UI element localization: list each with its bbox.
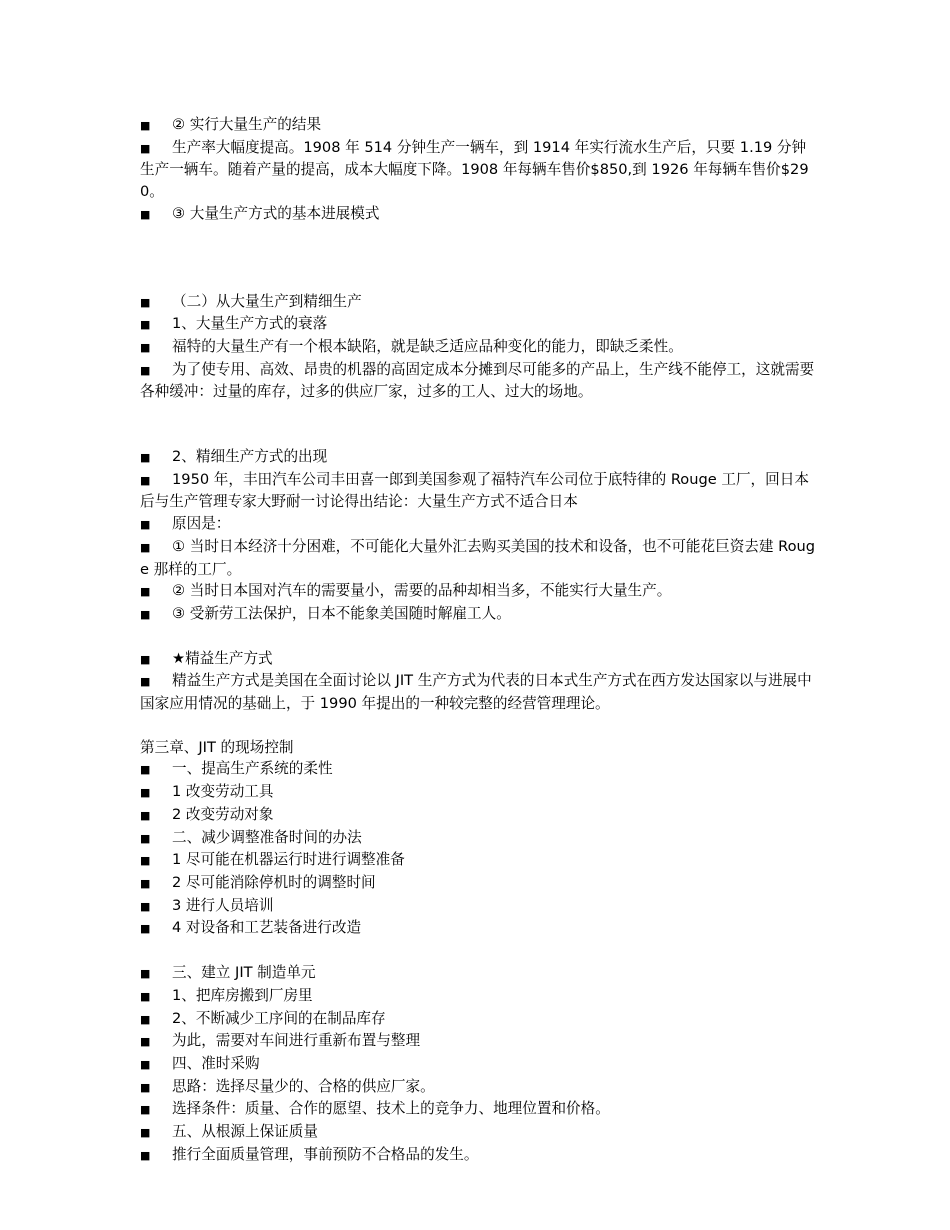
- spacer: [140, 269, 820, 291]
- list-item-text: 3 进行人员培训: [172, 896, 274, 914]
- list-item: [140, 203, 820, 226]
- square-bullet-icon: ■: [140, 119, 151, 132]
- list-item-text: 为了使专用、高效、昂贵的机器的高固定成本分摊到尽可能多的产品上，生产线不能停工，这就需要各种缓冲：过量的库存，过多的供应厂家，过多的工人、过大的场地。: [140, 360, 815, 401]
- square-bullet-icon: ■: [140, 451, 151, 465]
- list-item: [140, 336, 820, 359]
- square-bullet-icon: ■: [140, 340, 151, 354]
- chapter-heading: [140, 737, 820, 759]
- list-item-text: 1950 年，丰田汽车公司丰田喜一郎到美国参观了福特汽车公司位于底特律的 Rouge 工厂，回日本后与生产管理专家大野耐一讨论得出结论：大量生产方式不适合日本: [140, 470, 809, 511]
- square-bullet-icon: ■: [140, 295, 151, 309]
- list-item: [140, 781, 820, 804]
- list-item: [140, 1030, 820, 1053]
- spacer: [140, 940, 820, 962]
- list-item-text: 2 尽可能消除停机时的调整时间: [172, 873, 376, 891]
- list-item: [140, 895, 820, 918]
- list-item: [140, 291, 820, 314]
- list-item-text: 2、精细生产方式的出现: [172, 448, 328, 466]
- square-bullet-icon: ■: [140, 207, 151, 221]
- spacer: [140, 715, 820, 737]
- list-item: [140, 827, 820, 850]
- section-mass-to-lean: [140, 291, 820, 404]
- section-chapter-three: [140, 737, 820, 940]
- list-item: [140, 849, 820, 872]
- list-item-text: ③ 受新劳工法保护，日本不能象美国随时解雇工人。: [172, 604, 511, 622]
- list-item-text: 精益生产方式是美国在全面讨论以 JIT 生产方式为代表的日本式生产方式在西方发达国家以与进展中国家应用情况的基础上，于 1990 年提出的一种较完整的经营管理理论。: [140, 672, 812, 713]
- list-item: [140, 917, 820, 940]
- square-bullet-icon: ■: [140, 318, 151, 332]
- list-item-text: ★精益生产方式: [172, 649, 273, 667]
- list-item: [140, 1053, 820, 1076]
- list-item-text: 思路：选择尽量少的、合格的供应厂家。: [172, 1077, 435, 1095]
- list-item: [140, 580, 820, 603]
- list-item-text: ① 当时日本经济十分困难，不可能化大量外汇去购买美国的技术和设备，也不可能花巨资去建 Rouge 那样的工厂。: [140, 537, 816, 578]
- square-bullet-icon: ■: [140, 1035, 151, 1049]
- square-bullet-icon: ■: [140, 675, 151, 689]
- list-item-text: 4 对设备和工艺装备进行改造: [172, 919, 362, 937]
- list-item-text: 为此，需要对车间进行重新布置与整理: [172, 1032, 421, 1050]
- list-item-text: ② 实行大量生产的结果: [172, 116, 322, 133]
- square-bullet-icon: ■: [140, 899, 151, 913]
- square-bullet-icon: ■: [140, 831, 151, 845]
- list-item-text: 1、大量生产方式的衰落: [172, 315, 328, 333]
- list-item: [140, 804, 820, 827]
- square-bullet-icon: ■: [140, 876, 151, 890]
- spacer: [140, 626, 820, 648]
- list-item: [140, 758, 820, 781]
- list-item: [140, 313, 820, 336]
- list-item: [140, 872, 820, 895]
- list-item-text: 选择条件：质量、合作的愿望、技术上的竞争力、地理位置和价格。: [172, 1100, 610, 1118]
- list-item: [140, 137, 820, 203]
- square-bullet-icon: ■: [140, 763, 151, 777]
- list-item: [140, 670, 820, 714]
- list-item-text: 生产率大幅度提高。1908 年 514 分钟生产一辆车，到 1914 年实行流水生产后，只要 1.19 分钟生产一辆车。随着产量的提高，成本大幅度下降。1908 年每辆车售价$850,到 1926 年每辆车售价$290。: [140, 138, 809, 201]
- square-bullet-icon: ■: [140, 808, 151, 822]
- square-bullet-icon: ■: [140, 922, 151, 936]
- list-item: [140, 648, 820, 671]
- square-bullet-icon: ■: [140, 363, 151, 377]
- list-item-text: 福特的大量生产有一个根本缺陷，就是缺乏适应品种变化的能力，即缺乏柔性。: [172, 337, 683, 355]
- list-item-text: 四、准时采购: [172, 1054, 260, 1072]
- list-item: [140, 536, 820, 580]
- list-item: [140, 1144, 820, 1167]
- list-item: [140, 962, 820, 985]
- list-item-text: 二、减少调整准备时间的办法: [172, 828, 362, 846]
- section-jit-cell: [140, 962, 820, 1166]
- square-bullet-icon: ■: [140, 1103, 151, 1117]
- list-item: [140, 114, 820, 137]
- chapter-heading-text: 第三章、JIT 的现场控制: [140, 738, 294, 756]
- list-item: [140, 446, 820, 469]
- square-bullet-icon: ■: [140, 585, 151, 599]
- list-item-text: 1 尽可能在机器运行时进行调整准备: [172, 851, 405, 869]
- list-item-text: 五、从根源上保证质量: [172, 1123, 318, 1141]
- list-item-text: 一、提高生产系统的柔性: [172, 760, 333, 778]
- document-page: [140, 114, 820, 1166]
- list-item-text: ③ 大量生产方式的基本进展模式: [172, 204, 380, 222]
- list-item: [140, 469, 820, 513]
- list-item-text: 原因是：: [172, 515, 231, 533]
- square-bullet-icon: ■: [140, 1080, 151, 1094]
- square-bullet-icon: ■: [140, 652, 151, 666]
- list-item: [140, 359, 820, 403]
- list-item-text: ② 当时日本国对汽车的需要量小，需要的品种却相当多，不能实行大量生产。: [172, 582, 672, 600]
- square-bullet-icon: ■: [140, 518, 151, 532]
- list-item-text: 三、建立 JIT 制造单元: [172, 964, 316, 982]
- square-bullet-icon: ■: [140, 967, 151, 981]
- square-bullet-icon: ■: [140, 854, 151, 868]
- list-item-text: 1 改变劳动工具: [172, 783, 274, 801]
- list-item: [140, 1098, 820, 1121]
- square-bullet-icon: ■: [140, 1148, 151, 1162]
- list-item-text: 推行全面质量管理，事前预防不合格品的发生。: [172, 1145, 479, 1163]
- square-bullet-icon: ■: [140, 473, 151, 487]
- list-item-text: 1、把库房搬到厂房里: [172, 986, 313, 1004]
- square-bullet-icon: ■: [140, 786, 151, 800]
- square-bullet-icon: ■: [140, 1057, 151, 1071]
- list-item: [140, 985, 820, 1008]
- list-item: [140, 1076, 820, 1099]
- section-lean-emergence: [140, 446, 820, 626]
- square-bullet-icon: ■: [140, 540, 151, 554]
- list-item: [140, 603, 820, 626]
- spacer: [140, 226, 820, 269]
- square-bullet-icon: ■: [140, 989, 151, 1003]
- list-item: [140, 1121, 820, 1144]
- square-bullet-icon: ■: [140, 1126, 151, 1140]
- list-item-text: 2、不断减少工序间的在制品库存: [172, 1009, 386, 1027]
- square-bullet-icon: ■: [140, 607, 151, 621]
- section-mass-production-results: [140, 114, 820, 226]
- list-item: [140, 513, 820, 536]
- section-lean-production: [140, 648, 820, 715]
- list-item: [140, 1008, 820, 1031]
- list-item-text: 2 改变劳动对象: [172, 805, 274, 823]
- list-item-text: （二）从大量生产到精细生产: [172, 292, 362, 310]
- square-bullet-icon: ■: [140, 141, 151, 155]
- square-bullet-icon: ■: [140, 1012, 151, 1026]
- spacer: [140, 403, 820, 446]
